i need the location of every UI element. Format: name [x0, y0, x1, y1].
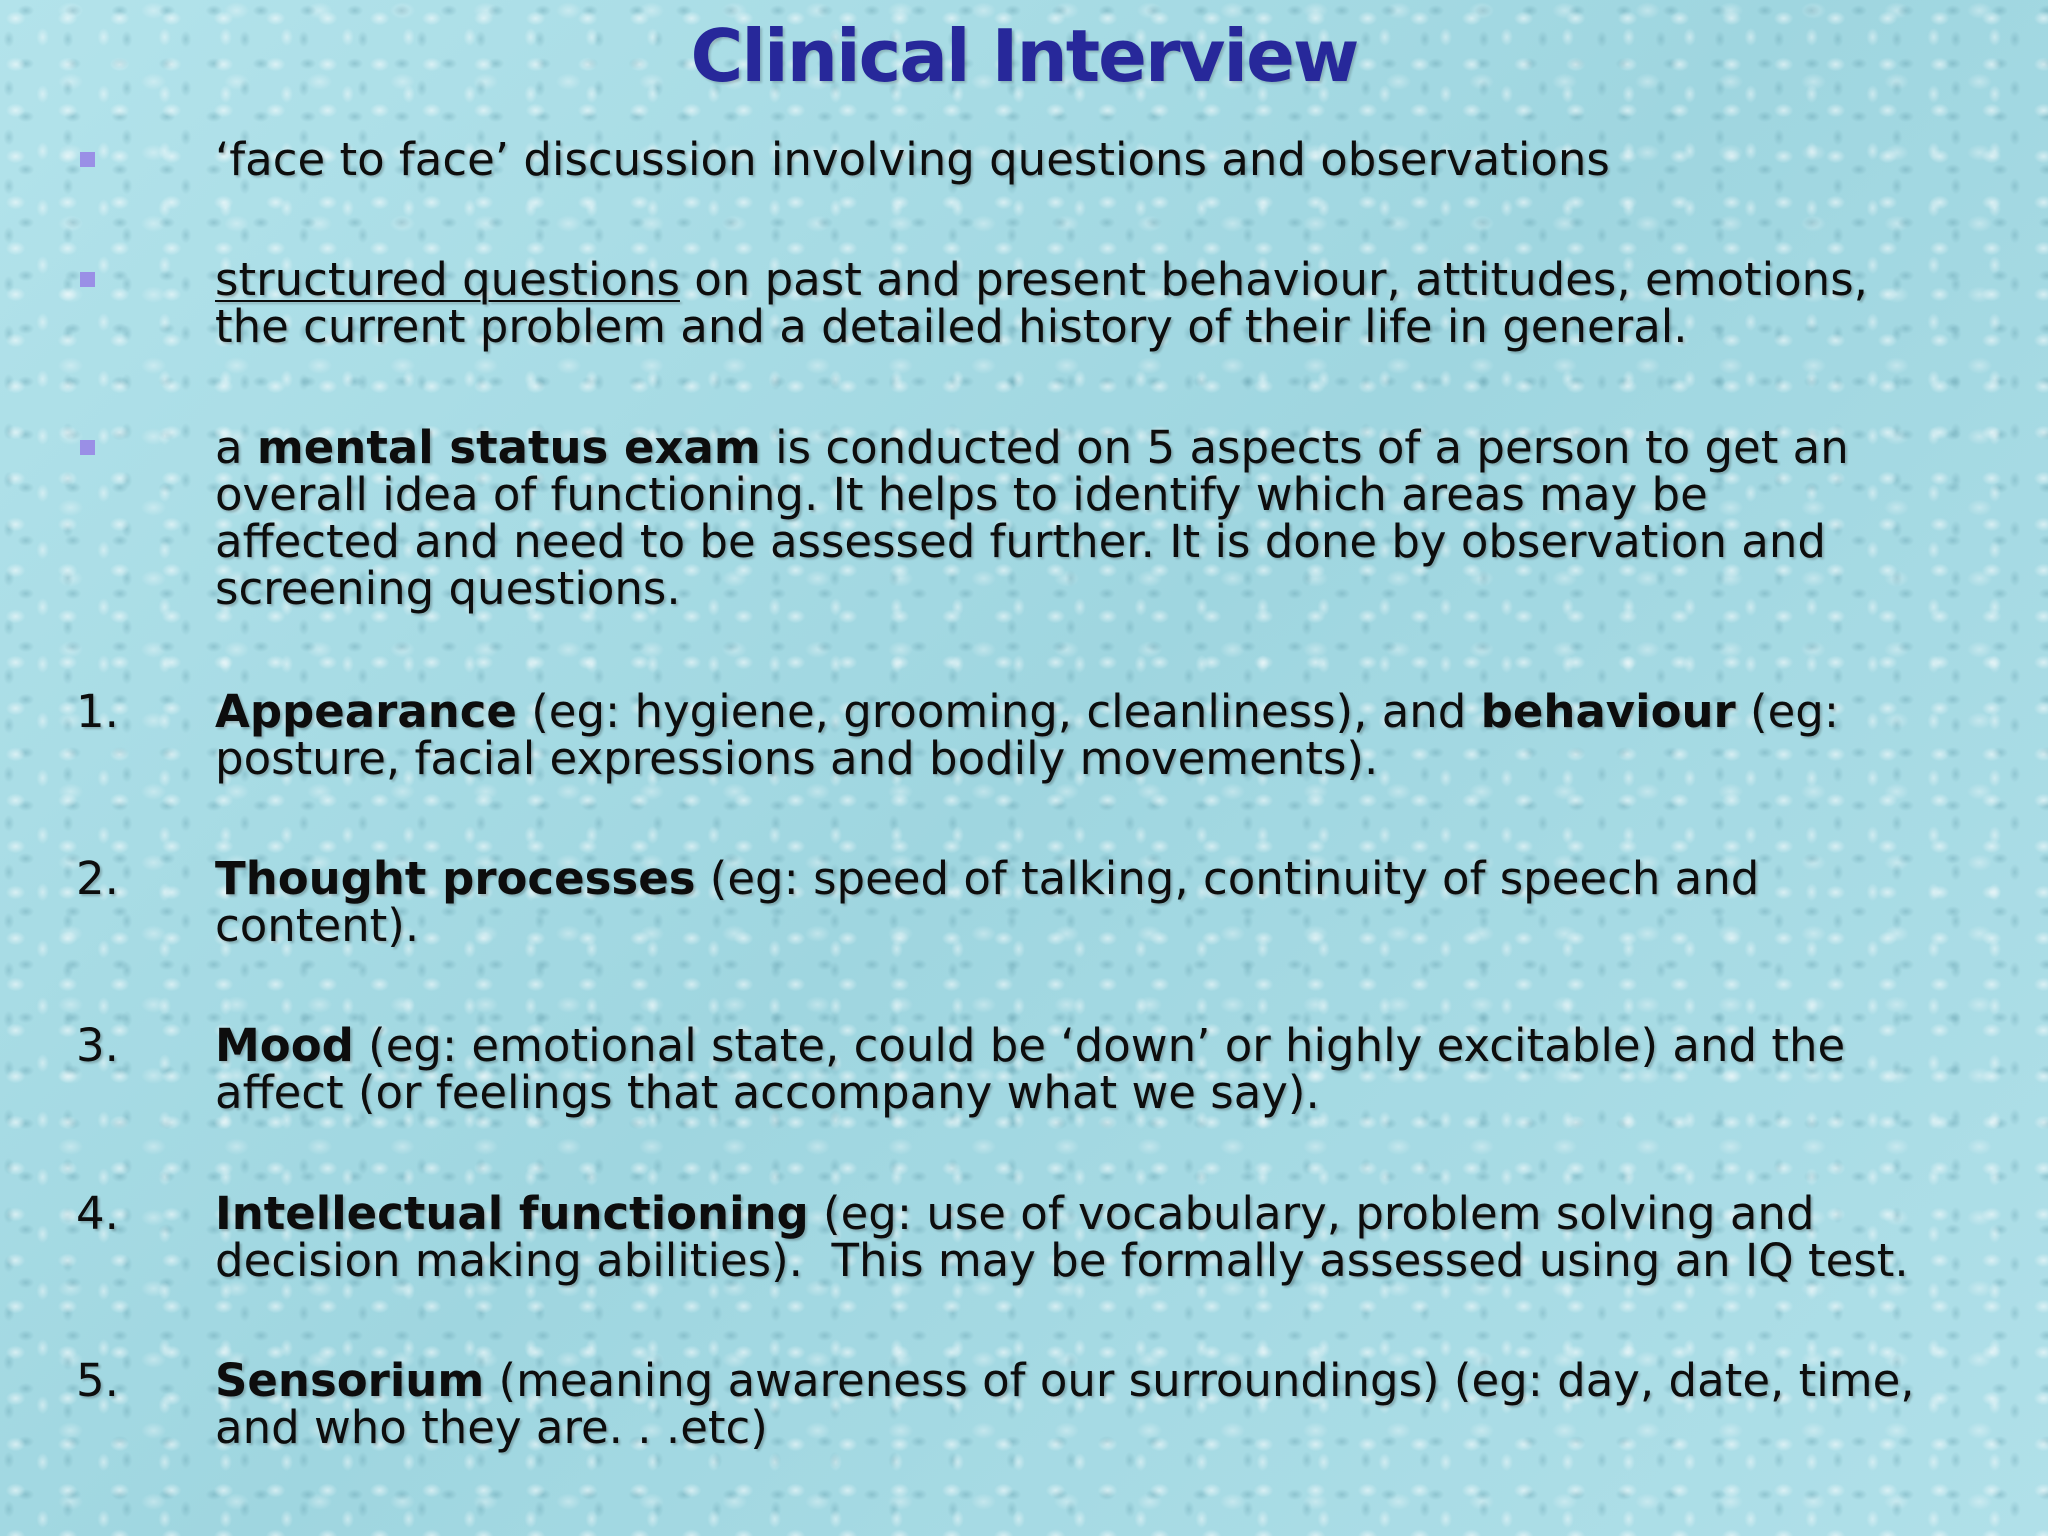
bullet-square-icon: [80, 272, 95, 287]
numbered-text: Mood (eg: emotional state, could be ‘down’ or highly excitable) and the affect (or feelings that accompany what we say).: [215, 1019, 1846, 1119]
numbered-text: Thought processes (eg: speed of talking, continuity of speech and content).: [215, 852, 1760, 952]
bold-term: Appearance: [215, 685, 517, 738]
item-number: 3.: [76, 1019, 119, 1072]
numbered-text: Intellectual functioning (eg: use of vocabulary, problem solving and decision making abilities). This may be formally assessed using an IQ test.: [215, 1187, 1909, 1287]
bold-term: mental status exam: [256, 421, 761, 474]
bullet-text: structured questions on past and present behaviour, attitudes, emotions, the current problem and a detailed history of their life in general.: [215, 253, 1868, 353]
bold-term: Mood: [215, 1019, 354, 1072]
underlined-term: structured questions: [215, 253, 680, 306]
bold-term: Sensorium: [215, 1354, 485, 1407]
slide-title: Clinical Interview: [690, 14, 1358, 98]
bold-term: behaviour: [1480, 685, 1736, 738]
numbered-text: Appearance (eg: hygiene, grooming, cleanliness), and behaviour (eg: posture, facial expressions and bodily movements).: [215, 685, 1839, 785]
bullet-text: ‘face to face’ discussion involving questions and observations: [215, 133, 1610, 186]
bold-term: Intellectual functioning: [215, 1187, 809, 1240]
item-number: 5.: [76, 1354, 119, 1407]
numbered-text: Sensorium (meaning awareness of our surroundings) (eg: day, date, time, and who they are. . .etc): [215, 1354, 1915, 1454]
bold-term: Thought processes: [215, 852, 696, 905]
bullet-square-icon: [80, 440, 95, 455]
bullet-square-icon: [80, 152, 95, 167]
item-number: 1.: [76, 685, 119, 738]
item-number: 2.: [76, 852, 119, 905]
item-number: 4.: [76, 1187, 119, 1240]
bullet-text: a mental status exam is conducted on 5 aspects of a person to get an overall idea of functioning. It helps to identify which areas may be affected and need to be assessed further. It is done by observation and screening questions.: [215, 421, 1849, 615]
